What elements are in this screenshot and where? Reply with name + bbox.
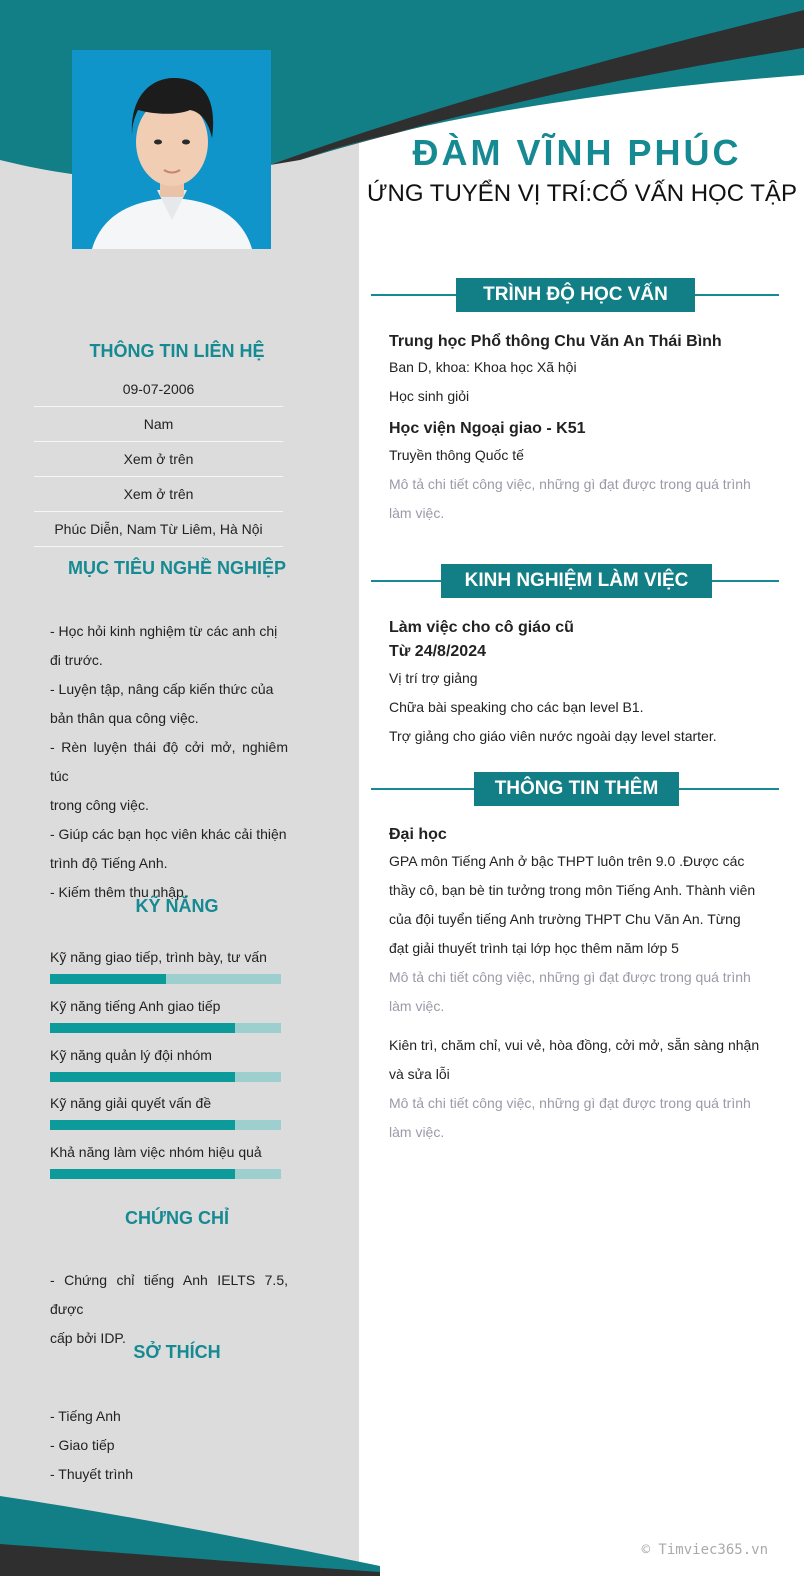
additional-heading: Đại học (389, 826, 447, 843)
school-detail: Truyền thông Quốc tế (389, 447, 524, 463)
objective-title: MỤC TIÊU NGHỀ NGHIỆP (67, 558, 286, 578)
objective-line: bản thân qua công việc. (50, 710, 199, 726)
objective-line: - Luyện tập, nâng cấp kiến thức của (50, 681, 274, 697)
skill-bar (50, 1169, 281, 1179)
profile-photo (72, 50, 271, 249)
school-name: Trung học Phổ thông Chu Văn An Thái Bình (389, 333, 722, 350)
additional-traits: và sửa lỗi (389, 1066, 450, 1082)
additional-description: Mô tả chi tiết công việc, những gì đạt được trong quá trình (389, 969, 751, 985)
contact-list (34, 372, 283, 547)
skill-bar-fill (50, 974, 166, 984)
skill-name: Kỹ năng giải quyết vấn đề (50, 1095, 212, 1112)
additional-line: thầy cô, bạn bè tin tưởng trong môn Tiếng Anh. Thành viên (389, 882, 756, 898)
school-detail: Ban D, khoa: Khoa học Xã hội (389, 359, 577, 375)
contact-title: THÔNG TIN LIÊN HỆ (89, 341, 265, 361)
skill-name: Kỹ năng giao tiếp, trình bày, tư vấn (50, 949, 267, 965)
job-detail: Vị trí trợ giảng (389, 670, 478, 686)
certificates-text (50, 1266, 288, 1353)
job-detail: Chữa bài speaking cho các bạn level B1. (389, 699, 644, 715)
job-date: Từ 24/8/2024 (389, 643, 486, 660)
additional-line: GPA môn Tiếng Anh ở bậc THPT luôn trên 9.0 .Được các (389, 853, 745, 869)
additional-title: THÔNG TIN THÊM (474, 772, 679, 806)
additional-line: của đội tuyển tiếng Anh trường THPT Chu Văn An. Từng (389, 911, 741, 927)
skill-bar-fill (50, 1023, 235, 1033)
footer-decoration (0, 1496, 804, 1576)
skill-item (50, 946, 281, 995)
experience-content (389, 616, 761, 751)
objective-line: - Kiếm thêm thu nhập. (50, 884, 188, 900)
certificate-line: cấp bởi IDP. (50, 1330, 126, 1346)
hobbies-text (50, 1402, 288, 1489)
additional-traits: Kiên trì, chăm chỉ, vui vẻ, hòa đồng, cởi mở, sẵn sàng nhận (389, 1037, 760, 1053)
objective-line: - Học hỏi kinh nghiệm từ các anh chị (50, 623, 278, 639)
school-description: Mô tả chi tiết công việc, những gì đạt được trong quá trình (389, 476, 751, 492)
objective-line: - Giúp các bạn học viên khác cải thiện (50, 826, 287, 842)
skill-bar (50, 1023, 281, 1033)
job-position: ỨNG TUYỂN VỊ TRÍ:CỐ VẤN HỌC TẬP (367, 180, 797, 207)
skill-item (50, 1141, 281, 1190)
hobby-line: - Thuyết trình (50, 1466, 134, 1482)
additional-content (389, 823, 761, 1147)
hobby-line: - Tiếng Anh (50, 1408, 121, 1424)
experience-title: KINH NGHIỆM LÀM VIỆC (441, 564, 712, 598)
skill-item (50, 995, 281, 1044)
skill-bar (50, 1120, 281, 1130)
job-detail: Trợ giảng cho giáo viên nước ngoài dạy level starter. (389, 728, 717, 744)
skill-name: Kỹ năng tiếng Anh giao tiếp (50, 997, 221, 1014)
candidate-name: ĐÀM VĨNH PHÚC (412, 132, 742, 173)
hobby-line: - Giao tiếp (50, 1437, 115, 1453)
contact-birthday: 09-07-2006 (34, 372, 283, 407)
additional-description: làm việc. (389, 998, 445, 1014)
certificate-line: - Chứng chỉ tiếng Anh IELTS 7.5, được (50, 1272, 288, 1317)
contact-email: Xem ở trên (34, 477, 283, 512)
objective-line: trong công việc. (50, 797, 149, 813)
certificates-title: CHỨNG CHỈ (125, 1208, 229, 1228)
additional-description: làm việc. (389, 1124, 445, 1140)
objective-text (50, 617, 288, 907)
school-detail: Học sinh giỏi (389, 388, 470, 404)
skill-bar-fill (50, 1072, 235, 1082)
additional-line: đạt giải thuyết trình tại lớp học thêm năm lớp 5 (389, 940, 679, 956)
skills-title: KỸ NĂNG (135, 896, 219, 916)
skill-item (50, 1044, 281, 1093)
school-name: Học viện Ngoại giao - K51 (389, 420, 586, 437)
job-title: Làm việc cho cô giáo cũ (389, 619, 574, 636)
objective-line: trình độ Tiếng Anh. (50, 855, 168, 871)
objective-line: đi trước. (50, 652, 103, 668)
education-title: TRÌNH ĐỘ HỌC VẤN (456, 278, 695, 312)
skill-name: Kỹ năng quản lý đội nhóm (50, 1046, 212, 1063)
hobbies-title: SỞ THÍCH (133, 1342, 221, 1362)
skill-bar-fill (50, 1169, 235, 1179)
watermark: © Timviec365.vn (641, 1542, 768, 1558)
skill-bar-fill (50, 1120, 235, 1130)
contact-gender: Nam (34, 407, 283, 442)
contact-address: Phúc Diễn, Nam Từ Liêm, Hà Nội (34, 512, 283, 547)
skill-bar (50, 1072, 281, 1082)
skills-list (50, 946, 281, 1190)
additional-description: Mô tả chi tiết công việc, những gì đạt được trong quá trình (389, 1095, 751, 1111)
skill-item (50, 1092, 281, 1141)
skill-name: Khả năng làm việc nhóm hiệu quả (50, 1144, 262, 1160)
contact-phone: Xem ở trên (34, 442, 283, 477)
objective-line: - Rèn luyện thái độ cởi mở, nghiêm túc (50, 739, 288, 784)
skill-bar (50, 974, 281, 984)
school-description: làm việc. (389, 505, 445, 521)
education-content (389, 330, 761, 528)
